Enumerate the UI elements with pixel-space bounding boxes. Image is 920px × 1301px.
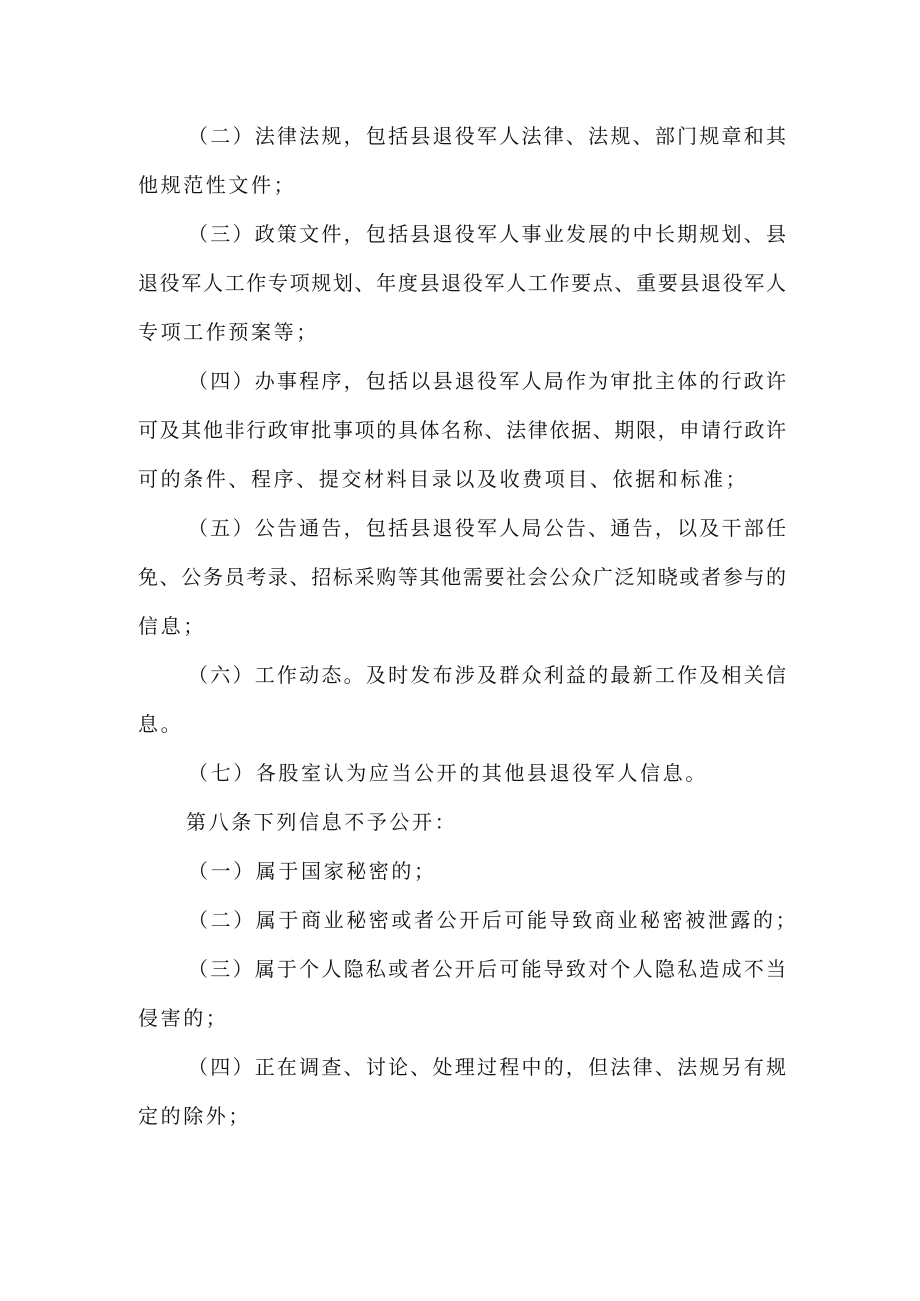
paragraph-line: 专项工作预案等； bbox=[138, 320, 319, 344]
paragraph-line: （六）工作动态。及时发布涉及群众利益的最新工作及相关信 bbox=[188, 663, 786, 687]
paragraph-line: 退役军人工作专项规划、年度县退役军人工作要点、重要县退役军人 bbox=[138, 271, 786, 295]
paragraph-line: （二）法律法规，包括县退役军人法律、法规、部门规章和其 bbox=[188, 124, 786, 148]
paragraph-line: 可及其他非行政审批事项的具体名称、法律依据、期限，申请行政许 bbox=[138, 418, 786, 442]
paragraph-line: 他规范性文件； bbox=[138, 173, 297, 197]
paragraph-line: （二）属于商业秘密或者公开后可能导致商业秘密被泄露的； bbox=[188, 908, 799, 932]
paragraph-line: 可的条件、程序、提交材料目录以及收费项目、依据和标准； bbox=[138, 467, 749, 491]
paragraph-line: （一）属于国家秘密的； bbox=[188, 859, 437, 883]
paragraph-line: 息。 bbox=[138, 712, 184, 736]
article-heading: 第八条下列信息不予公开： bbox=[186, 810, 458, 834]
paragraph-line: 信息； bbox=[138, 614, 206, 638]
paragraph-line: （三）政策文件，包括县退役军人事业发展的中长期规划、县 bbox=[188, 222, 786, 246]
paragraph-line: （四）正在调查、讨论、处理过程中的，但法律、法规另有规 bbox=[188, 1055, 786, 1079]
paragraph-line: （三）属于个人隐私或者公开后可能导致对个人隐私造成不当 bbox=[188, 957, 786, 981]
paragraph-line: （七）各股室认为应当公开的其他县退役军人信息。 bbox=[188, 761, 708, 785]
paragraph-line: 侵害的； bbox=[138, 1006, 229, 1030]
paragraph-line: 定的除外； bbox=[138, 1104, 251, 1128]
paragraph-line: （五）公告通告，包括县退役军人局公告、通告，以及干部任 bbox=[188, 516, 786, 540]
paragraph-line: （四）办事程序，包括以县退役军人局作为审批主体的行政许 bbox=[188, 369, 786, 393]
paragraph-line: 免、公务员考录、招标采购等其他需要社会公众广泛知晓或者参与的 bbox=[138, 565, 786, 589]
